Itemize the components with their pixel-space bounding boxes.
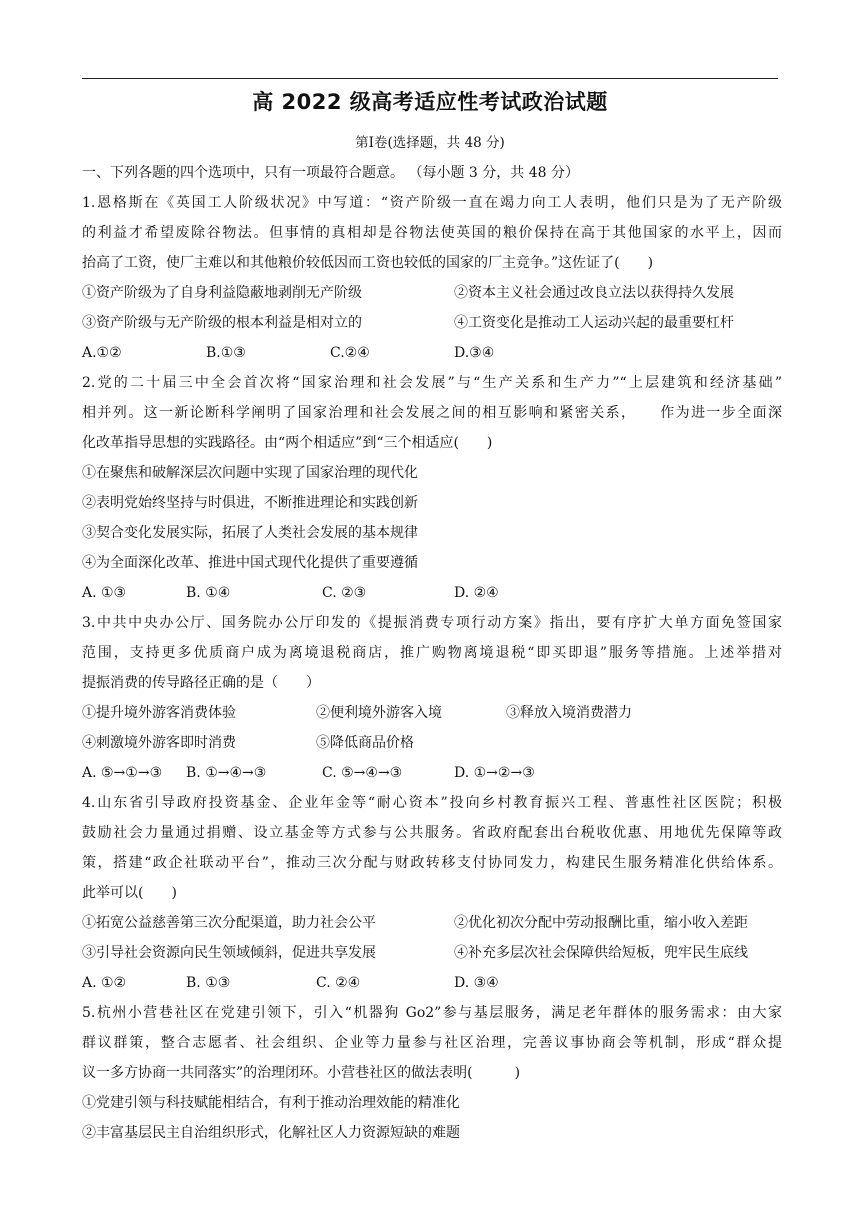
statement: ②丰富基层民主自治组织形式，化解社区人力资源短缺的难题 [82,1125,460,1141]
option-c: C. ⑤→④→③ [322,765,403,781]
option-c: C.②④ [330,345,370,361]
question-stem-line: 化改革指导思想的实践路径。由“两个相适应”到“三个相适应( ) [82,435,493,451]
option-a: A. ①③ [82,585,127,601]
option-d: D. ③④ [454,975,499,991]
option-b: B. ①③ [186,975,231,991]
statement: ②优化初次分配中劳动报酬比重，缩小收入差距 [454,915,748,931]
section-subtitle: 第Ⅰ卷(选择题，共 48 分) [355,135,505,151]
statement: ②便利境外游客入境 [316,705,442,721]
statement: ④刺激境外游客即时消费 [82,735,236,751]
options-row [82,968,782,998]
question-stem-line: 策，搭建“政企社联动平台”，推动三次分配与财政转移支付协同发力，构建民生服务精准化供给体系。 [82,855,782,871]
question-stem-line: 范围，支持更多优质商户成为离境退税商店，推广购物离境退税“即买即退”服务等措施。上述举措对 [82,645,782,661]
question-stem-line: 抬高了工资，使厂主难以和其他粮价较低因而工资也较低的国家的厂主竞争。”这佐证了( ) [82,255,654,271]
question-5 [82,998,782,1148]
statement: ③契合变化发展实际，拓展了人类社会发展的基本规律 [82,525,418,541]
statement: ④补充多层次社会保障供给短板，兜牢民生底线 [454,945,748,961]
statement-row [82,728,782,758]
question-stem-line: 相并列。这一新论断科学阐明了国家治理和社会发展之间的相互影响和紧密关系， 作为进一步全面深 [82,405,782,421]
question-stem-line: 鼓励社会力量通过捐赠、设立基金等方式参与公共服务。省政府配套出台税收优惠、用地优先保障等政 [82,825,782,841]
question-4 [82,788,782,998]
statement-row [82,278,782,308]
statement: ①党建引领与科技赋能相结合，有利于推动治理效能的精准化 [82,1095,460,1111]
statement: ①资产阶级为了自身利益隐蔽地剥削无产阶级 [82,285,362,301]
question-stem-line: 2.党的二十届三中全会首次将“国家治理和社会发展”与“生产关系和生产力”“上层建筑和经济基础” [82,375,782,391]
page-title: 高 2022 级高考适应性考试政治试题 [252,90,608,114]
statement: ②表明党始终坚持与时俱进，不断推进理论和实践创新 [82,495,418,511]
option-a: A. ⑤→①→③ [82,765,163,781]
option-d: D.③④ [454,345,495,361]
option-d: D. ②④ [454,585,499,601]
question-stem-line: 3.中共中央办公厅、国务院办公厅印发的《提振消费专项行动方案》指出，要有序扩大单方面免签国家 [82,615,782,631]
option-c: C. ②③ [322,585,367,601]
exam-content [82,158,782,1148]
options-row [82,338,782,368]
statement: ①在聚焦和破解深层次问题中实现了国家治理的现代化 [82,465,418,481]
statement: ①拓宽公益慈善第三次分配渠道，助力社会公平 [82,915,376,931]
question-stem-line: 议一多方协商一共同落实”的治理闭环。小营巷社区的做法表明( ) [82,1065,521,1081]
option-b: B.①③ [206,345,246,361]
option-b: B. ①④ [186,585,231,601]
options-row [82,578,782,608]
statement: ③资产阶级与无产阶级的根本利益是相对立的 [82,315,362,331]
statement: ③引导社会资源向民生领域倾斜，促进共享发展 [82,945,376,961]
statement: ④为全面深化改革、推进中国式现代化提供了重要遵循 [82,555,418,571]
question-stem-line: 群议群策，整合志愿者、社会组织、企业等力量参与社区治理，完善议事协商会等机制，形成“群众提 [82,1035,782,1051]
statement: ①提升境外游客消费体验 [82,705,236,721]
question-1 [82,188,782,368]
statement-row [82,908,782,938]
question-stem-line: 的利益才希望废除谷物法。但事情的真相却是谷物法使英国的粮价保持在高于其他国家的水平上，因而 [82,225,782,241]
instructions: 一、下列各题的四个选项中，只有一项最符合题意。 （每小题 3 分，共 48 分） [82,165,579,181]
statement: ③释放入境消费潜力 [506,705,632,721]
question-stem-line: 提振消费的传导路径正确的是（ ） [82,675,320,691]
question-stem-line: 此举可以( ) [82,885,177,901]
option-b: B. ①→④→③ [186,765,267,781]
option-a: A. ①② [82,975,127,991]
statement-row [82,308,782,338]
question-stem-line: 4.山东省引导政府投资基金、企业年金等“耐心资本”投向乡村教育振兴工程、普惠性社区医院；积极 [82,795,782,811]
question-2 [82,368,782,608]
question-stem-line: 1.恩格斯在《英国工人阶级状况》中写道：“资产阶级一直在竭力向工人表明，他们只是为了无产阶级 [82,195,782,211]
question-stem-line: 5.杭州小营巷社区在党建引领下，引入“机器狗 Go2”参与基层服务，满足老年群体的服务需求：由大家 [82,1005,782,1021]
question-3 [82,608,782,788]
statement-row [82,698,782,728]
statement: ⑤降低商品价格 [316,735,414,751]
statement: ②资本主义社会通过改良立法以获得持久发展 [454,285,734,301]
options-row [82,758,782,788]
option-d: D. ①→②→③ [454,765,535,781]
statement: ④工资变化是推动工人运动兴起的最重要杠杆 [454,315,734,331]
header-rule [82,78,778,79]
option-c: C. ②④ [316,975,361,991]
statement-row [82,938,782,968]
option-a: A.①② [82,345,122,361]
